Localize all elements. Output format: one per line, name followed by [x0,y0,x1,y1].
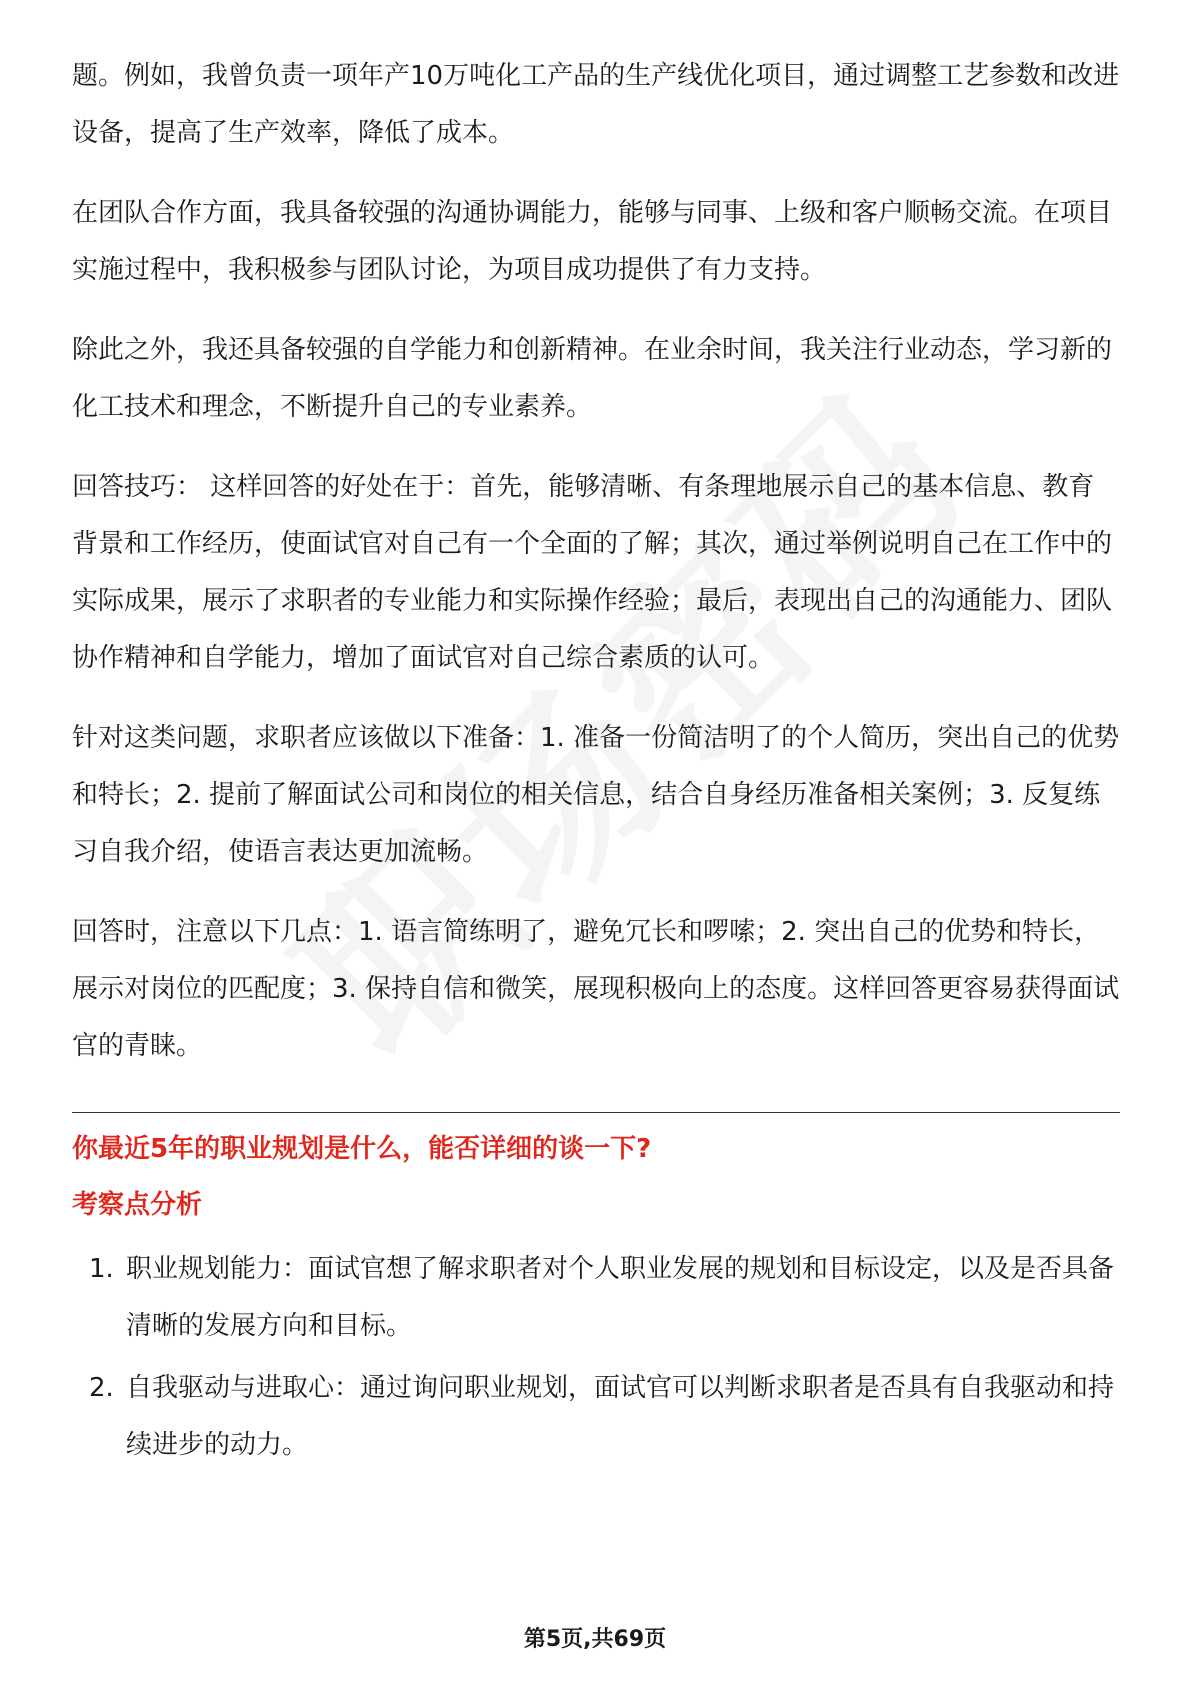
analysis-heading: 考察点分析 [72,1190,203,1220]
list-item [72,1360,1120,1474]
paragraph: 题。例如，我曾负责一项年产10万吨化工产品的生产线优化项目，通过调整工艺参数和改进设备，提高了生产效率，降低了成本。 [72,61,1120,148]
list-item-number: 2. [89,1373,114,1403]
paragraph: 除此之外，我还具备较强的自学能力和创新精神。在业余时间，我关注行业动态，学习新的化工技术和理念，不断提升自己的专业素养。 [72,335,1113,422]
document-body [72,48,1120,1479]
list-item-number: 1. [89,1254,114,1284]
paragraph: 回答时，注意以下几点：1. 语言简练明了，避免冗长和啰嗦；2. 突出自己的优势和特长，展示对岗位的匹配度；3. 保持自信和微笑，展现积极向上的态度。这样回答更容易获得面试官的青睐。 [72,917,1120,1061]
list-item-text: 自我驱动与进取心：通过询问职业规划，面试官可以判断求职者是否具有自我驱动和持续进步的动力。 [126,1373,1115,1460]
paragraph: 回答技巧： 这样回答的好处在于：首先，能够清晰、有条理地展示自己的基本信息、教育背景和工作经历，使面试官对自己有一个全面的了解；其次，通过举例说明自己在工作中的实际成果，展示了求职者的专业能力和实际操作经验；最后，表现出自己的沟通能力、团队协作精神和自学能力，增加了面试官对自己综合素质的认可。 [72,472,1113,673]
question-title: 你最近5年的职业规划是什么，能否详细的谈一下? [72,1134,652,1164]
list-item [72,1241,1120,1355]
section-divider [72,1112,1120,1113]
list-item-text: 职业规划能力：面试官想了解求职者对个人职业发展的规划和目标设定，以及是否具备清晰的发展方向和目标。 [126,1254,1115,1341]
analysis-list [72,1241,1120,1474]
paragraph: 在团队合作方面，我具备较强的沟通协调能力，能够与同事、上级和客户顺畅交流。在项目实施过程中，我积极参与团队讨论，为项目成功提供了有力支持。 [72,198,1113,285]
paragraph: 针对这类问题，求职者应该做以下准备：1. 准备一份简洁明了的个人简历，突出自己的优势和特长；2. 提前了解面试公司和岗位的相关信息，结合自身经历准备相关案例；3. 反复练习自我介绍，使语言表达更加流畅。 [72,723,1120,867]
page-number: 第5页,共69页 [523,1627,667,1652]
